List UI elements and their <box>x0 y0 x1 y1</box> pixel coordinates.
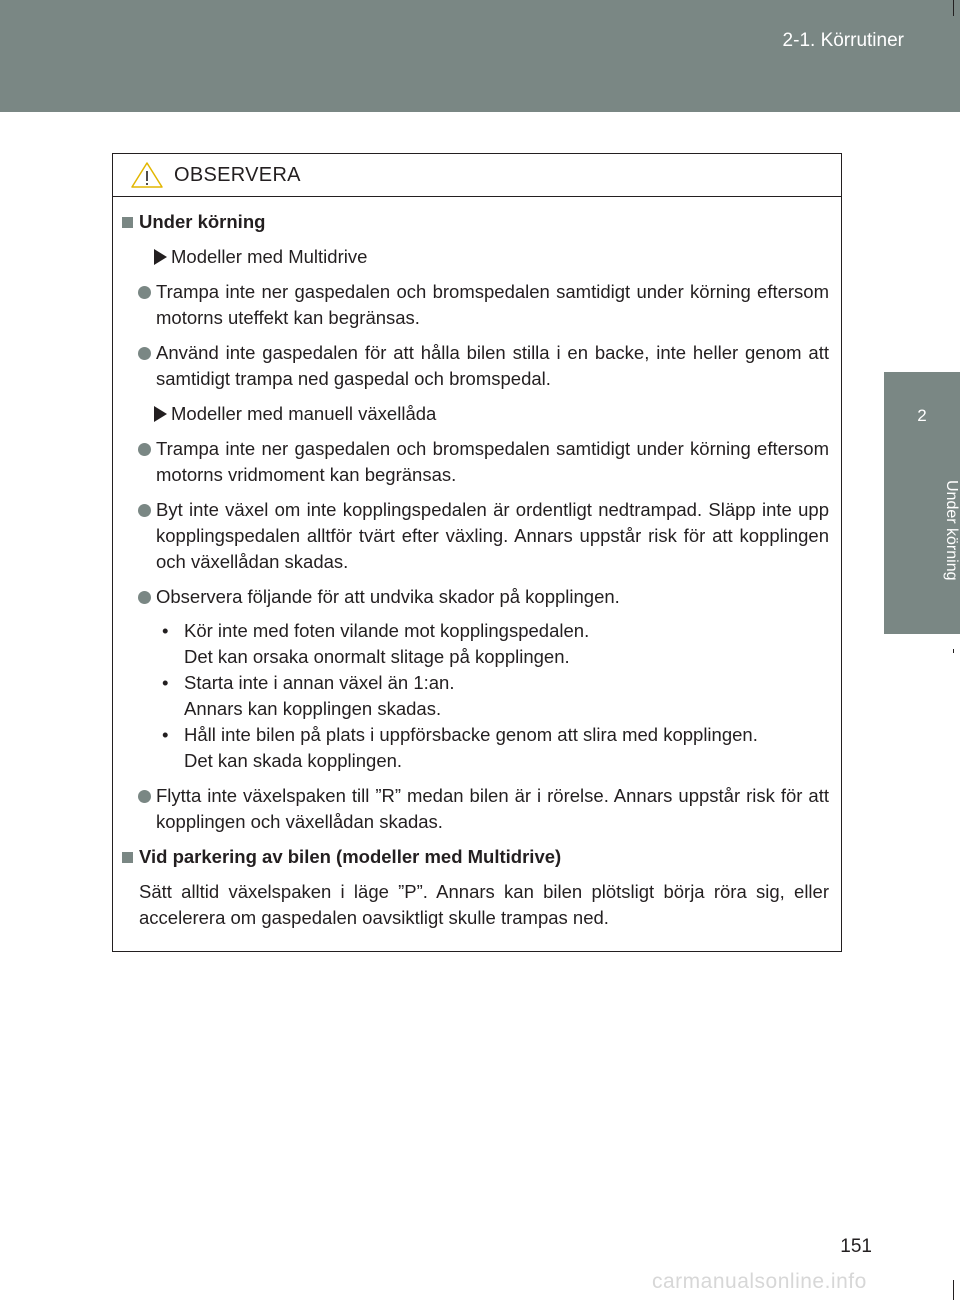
chapter-side-tab <box>884 372 960 634</box>
sub-list-item <box>162 618 829 670</box>
dot-bullet-icon: • <box>162 620 169 641</box>
circle-bullet-icon <box>138 347 151 360</box>
circle-bullet-icon <box>138 504 151 517</box>
sub-item-line: Kör inte med foten vilande mot kopplingspedalen. <box>184 620 590 641</box>
square-bullet-icon <box>122 852 133 863</box>
sub-item-line: Håll inte bilen på plats i uppförsbacke genom att slira med kopplingen. <box>184 724 758 745</box>
model-line-manual <box>122 401 829 427</box>
list-item-text: Byt inte växel om inte kopplingspedalen är ordentligt nedtrampad. Släpp inte upp kopplingspedalen alltför tvärt efter växling. Annars uppstår risk för att kopplingen och växellådan skadas. <box>156 499 829 572</box>
parking-paragraph: Sätt alltid växelspaken i läge ”P”. Annars kan bilen plötsligt börja röra sig, eller accelerera om gaspedalen oavsiktligt skulle trampas ned. <box>139 881 829 928</box>
page-number: 151 <box>840 1236 872 1257</box>
list-item <box>122 436 829 488</box>
caution-header <box>113 154 841 197</box>
circle-bullet-icon <box>138 286 151 299</box>
section-title-driving <box>122 209 829 235</box>
triangle-arrow-icon <box>154 249 167 265</box>
list-item-text: Flytta inte växelspaken till ”R” medan bilen är i rörelse. Annars uppstår risk för att kopplingen och växellådan skadas. <box>156 785 829 832</box>
list-item <box>122 279 829 331</box>
section-title-text: Vid parkering av bilen (modeller med Multidrive) <box>139 846 562 867</box>
triangle-arrow-icon <box>154 406 167 422</box>
circle-bullet-icon <box>138 443 151 456</box>
top-header-bar <box>0 0 960 112</box>
list-item-text: Trampa inte ner gaspedalen och bromspedalen samtidigt under körning eftersom motorns uteffekt kan begränsas. <box>156 281 829 328</box>
crop-mark-right-mid <box>953 649 954 653</box>
list-item-text: Använd inte gaspedalen för att hålla bilen stilla i en backe, inte heller genom att samtidigt trampa ned gaspedal och bromspedal. <box>156 342 829 389</box>
caution-content <box>113 197 841 931</box>
list-item <box>122 497 829 575</box>
model-line-text: Modeller med manuell växellåda <box>171 403 437 424</box>
crop-mark-bottom-right <box>953 1280 954 1300</box>
section-title-parking <box>122 844 829 870</box>
dot-bullet-icon: • <box>162 724 169 745</box>
sub-list-item <box>162 670 829 722</box>
section-header: 2-1. Körrutiner <box>782 30 904 51</box>
model-line-multidrive <box>122 244 829 270</box>
caution-title: OBSERVERA <box>174 163 301 186</box>
watermark: carmanualsonline.info <box>652 1270 867 1293</box>
list-item-text: Trampa inte ner gaspedalen och bromspedalen samtidigt under körning eftersom motorns vridmoment kan begränsas. <box>156 438 829 485</box>
model-line-text: Modeller med Multidrive <box>171 246 368 267</box>
sub-item-line: Det kan orsaka onormalt slitage på kopplingen. <box>184 646 570 667</box>
square-bullet-icon <box>122 217 133 228</box>
crop-mark-top-right <box>953 0 954 16</box>
chapter-label-wrapper <box>884 480 960 581</box>
sub-item-line: Annars kan kopplingen skadas. <box>184 698 442 719</box>
chapter-number: 2 <box>917 406 927 425</box>
caution-box <box>112 153 842 952</box>
sub-list-item <box>162 722 829 774</box>
list-item <box>122 783 829 835</box>
sub-item-line: Det kan skada kopplingen. <box>184 750 403 771</box>
list-item-text: Observera följande för att undvika skador på kopplingen. <box>156 586 620 607</box>
list-item <box>122 584 829 610</box>
sub-item-line: Starta inte i annan växel än 1:an. <box>184 672 455 693</box>
sub-list <box>122 618 829 774</box>
circle-bullet-icon <box>138 591 151 604</box>
circle-bullet-icon <box>138 790 151 803</box>
list-item <box>122 340 829 392</box>
warning-triangle-icon <box>130 161 164 189</box>
section-title-text: Under körning <box>139 211 266 232</box>
chapter-label: Under körning <box>943 480 960 581</box>
dot-bullet-icon: • <box>162 672 169 693</box>
